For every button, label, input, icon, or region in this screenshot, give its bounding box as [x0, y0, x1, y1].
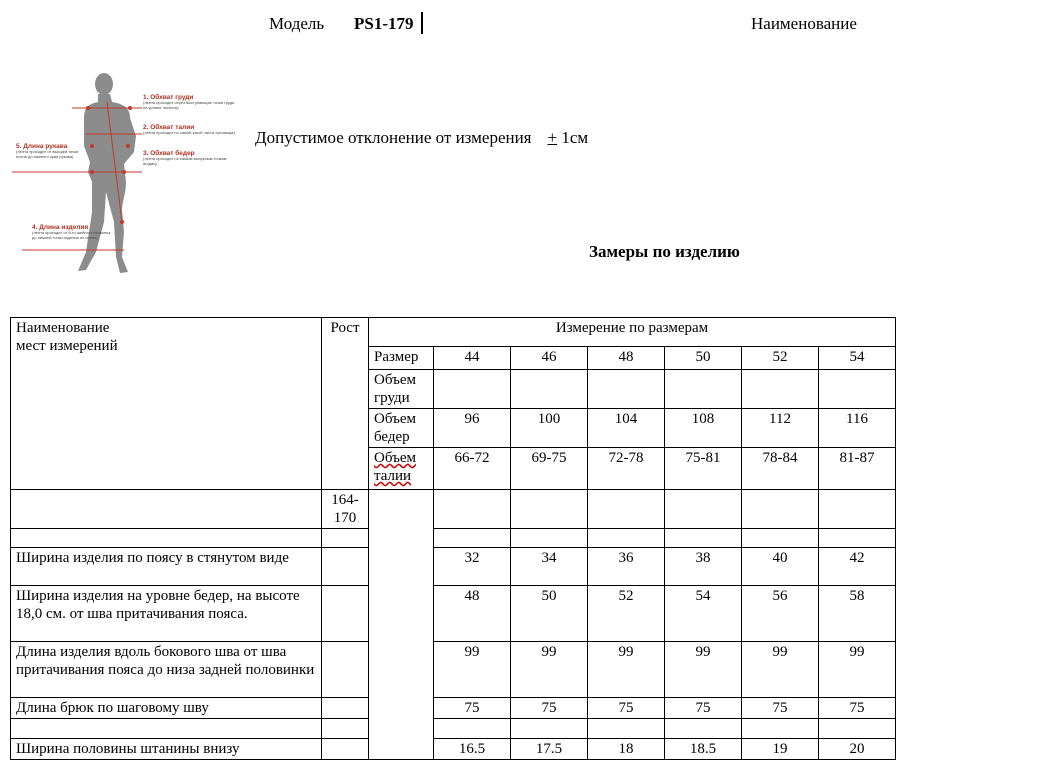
row-value: 99 — [511, 642, 588, 698]
size-cell: 46 — [511, 347, 588, 370]
size-cell: 50 — [665, 347, 742, 370]
row-value: 17.5 — [511, 739, 588, 760]
model-label: Модель — [269, 14, 325, 33]
size-cell: 54 — [819, 347, 896, 370]
size-label: Размер — [369, 347, 434, 370]
waist-cell: 66-72 — [434, 448, 511, 490]
hips-cell: 100 — [511, 409, 588, 448]
row-value: 48 — [434, 586, 511, 642]
row-value: 52 — [588, 586, 665, 642]
blank-column — [369, 490, 434, 760]
waist-label: Объем талии — [369, 448, 434, 490]
row-value: 75 — [742, 698, 819, 719]
size-cell: 48 — [588, 347, 665, 370]
hips-cell: 104 — [588, 409, 665, 448]
hips-cell: 108 — [665, 409, 742, 448]
figure-label-3-note: (лента проходит по самым выпуклым точкам ягодиц) — [143, 156, 227, 166]
waist-cell: 69-75 — [511, 448, 588, 490]
row-value: 40 — [742, 548, 819, 586]
row-name: Длина изделия вдоль бокового шва от шва притачивания пояса до низа задней половинки — [11, 642, 322, 698]
row-value: 56 — [742, 586, 819, 642]
row-value: 54 — [665, 586, 742, 642]
row-value: 18.5 — [665, 739, 742, 760]
text-cursor — [421, 12, 423, 34]
hips-cell: 116 — [819, 409, 896, 448]
hips-cell: 96 — [434, 409, 511, 448]
row-value: 42 — [819, 548, 896, 586]
row-value: 99 — [588, 642, 665, 698]
tolerance-value: 1см — [557, 128, 589, 147]
figure-label-2-title: 2. Обхват талии — [143, 124, 195, 131]
figure-label-1-note: (лента проходит через выступающие точки груди на уровне лопаток) — [143, 100, 235, 110]
waist-cell: 81-87 — [819, 448, 896, 490]
hips-label: Объем бедер — [369, 409, 434, 448]
figure-label-4-note: (лента проходит от 6-го шейного позвонка до нижней точки изделия по спине) — [32, 230, 111, 240]
row-value: 75 — [434, 698, 511, 719]
figure-label-1-title: 1. Обхват груди — [143, 94, 194, 101]
tolerance-pm: + — [547, 128, 558, 147]
tolerance-text: Допустимое отклонение от измерения — [255, 128, 532, 147]
header-sizes-cell: Измерение по размерам — [369, 318, 896, 347]
row-value: 34 — [511, 548, 588, 586]
row-value: 19 — [742, 739, 819, 760]
row-value: 99 — [819, 642, 896, 698]
row-value: 75 — [588, 698, 665, 719]
model-code: PS1-179 — [354, 14, 414, 33]
row-value: 99 — [434, 642, 511, 698]
row-value: 18 — [588, 739, 665, 760]
hips-cell: 112 — [742, 409, 819, 448]
row-value: 36 — [588, 548, 665, 586]
body-measurement-figure — [12, 72, 242, 277]
size-cell: 44 — [434, 347, 511, 370]
row-value: 75 — [665, 698, 742, 719]
row-value: 38 — [665, 548, 742, 586]
figure-label-3-title: 3. Обхват бедер — [143, 150, 195, 157]
chest-label: Объем груди — [369, 370, 434, 409]
size-cell: 52 — [742, 347, 819, 370]
height-value: 164- 170 — [322, 490, 369, 529]
row-value: 99 — [665, 642, 742, 698]
figure-label-2-note: (лента проходит по самой узкой части туловища) — [143, 130, 235, 135]
row-value: 50 — [511, 586, 588, 642]
row-name: Ширина половины штанины внизу — [11, 739, 322, 760]
figure-label-5-title: 5. Длина рукава — [16, 143, 68, 150]
row-value: 75 — [819, 698, 896, 719]
row-value: 16.5 — [434, 739, 511, 760]
row-value: 20 — [819, 739, 896, 760]
header-height-cell: Рост — [322, 318, 369, 490]
tolerance-line — [255, 128, 588, 148]
measurement-table — [10, 317, 896, 760]
waist-cell: 75-81 — [665, 448, 742, 490]
waist-cell: 72-78 — [588, 448, 665, 490]
row-name: Длина брюк по шаговому шву — [11, 698, 322, 719]
row-name: Ширина изделия на уровне бедер, на высоте 18,0 см. от шва притачивания пояса. — [11, 586, 322, 642]
waist-cell: 78-84 — [742, 448, 819, 490]
figure-label-5-note: (лента проходит от высшей точки плеча до нижнего края рукава) — [16, 149, 79, 159]
row-value: 99 — [742, 642, 819, 698]
name-label: Наименование — [751, 14, 857, 33]
row-name: Ширина изделия по поясу в стянутом виде — [11, 548, 322, 586]
row-value: 32 — [434, 548, 511, 586]
header-name-cell: Наименование мест измерений — [11, 318, 322, 490]
figure-label-4-title: 4. Длина изделия — [32, 224, 89, 231]
measurements-title: Замеры по изделию — [589, 242, 740, 261]
row-value: 75 — [511, 698, 588, 719]
row-value: 58 — [819, 586, 896, 642]
